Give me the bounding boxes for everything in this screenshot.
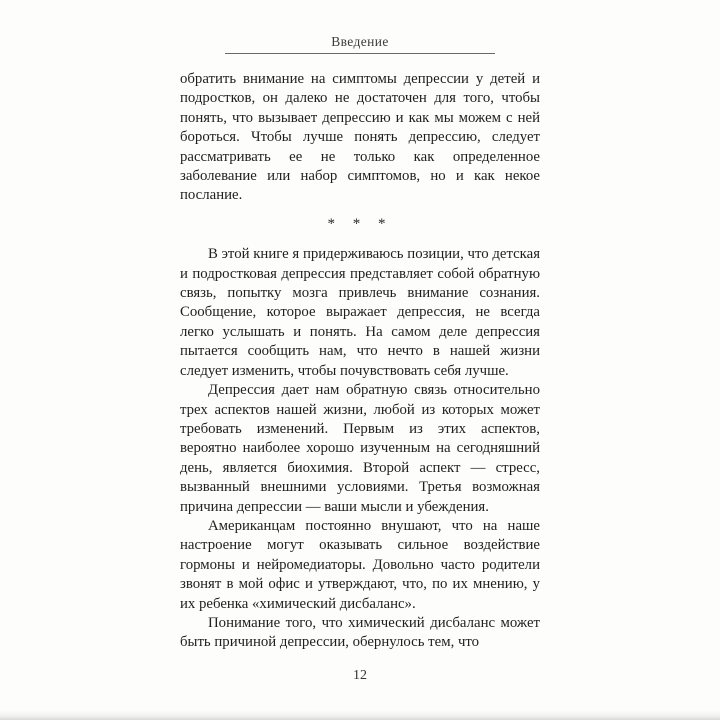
paragraph: Понимание того, что химический дисбаланс может быть причиной депрессии, обернулось тем, что [180,614,540,651]
page-bottom-edge [0,710,720,720]
paragraph: Депрессия дает нам обратную связь относительно трех аспектов нашей жизни, любой из которых может требовать изменений. Первым из этих аспектов, вероятно наиболее хорошо изученным на сегодняшний день, является биохимия. Второй аспект — стресс, вызванный внешними условиями. Третья возможная причина депрессии — ваши мысли и убеждения. [180,382,540,515]
paragraph: В этой книге я придерживаюсь позиции, что детская и подростковая депрессия представляет собой обратную связь, попытку мозга привлечь внимание сознания. Сообщение, которое выражает депрессия, не всегда легко услышать и понять. На самом деле депрессия пытается сообщить нам, что нечто в нашей жизни следует изменить, чтобы почувствовать себя лучше. [180,246,540,379]
page-number: 12 [353,668,367,683]
paragraph: обратить внимание на симптомы депрессии у детей и подростков, он далеко не достаточен для того, чтобы понять, что вызывает депрессию и как мы можем с ней бороться. Чтобы лучше понять депрессию, следует рассматривать ее не только как определенное заболевание или набор симптомов, но и как некое послание. [180,71,540,204]
header-rule [225,53,495,54]
paragraph: Американцам постоянно внушают, что на наше настроение могут оказывать сильное воздействие гормоны и нейромедиаторы. Довольно часто родители звонят в мой офис и утверждают, что, по их мнению, у их ребенка «химический дисбаланс». [180,517,540,612]
body-text [180,70,540,653]
section-separator: * * * [327,215,393,232]
running-header: Введение [331,34,389,49]
